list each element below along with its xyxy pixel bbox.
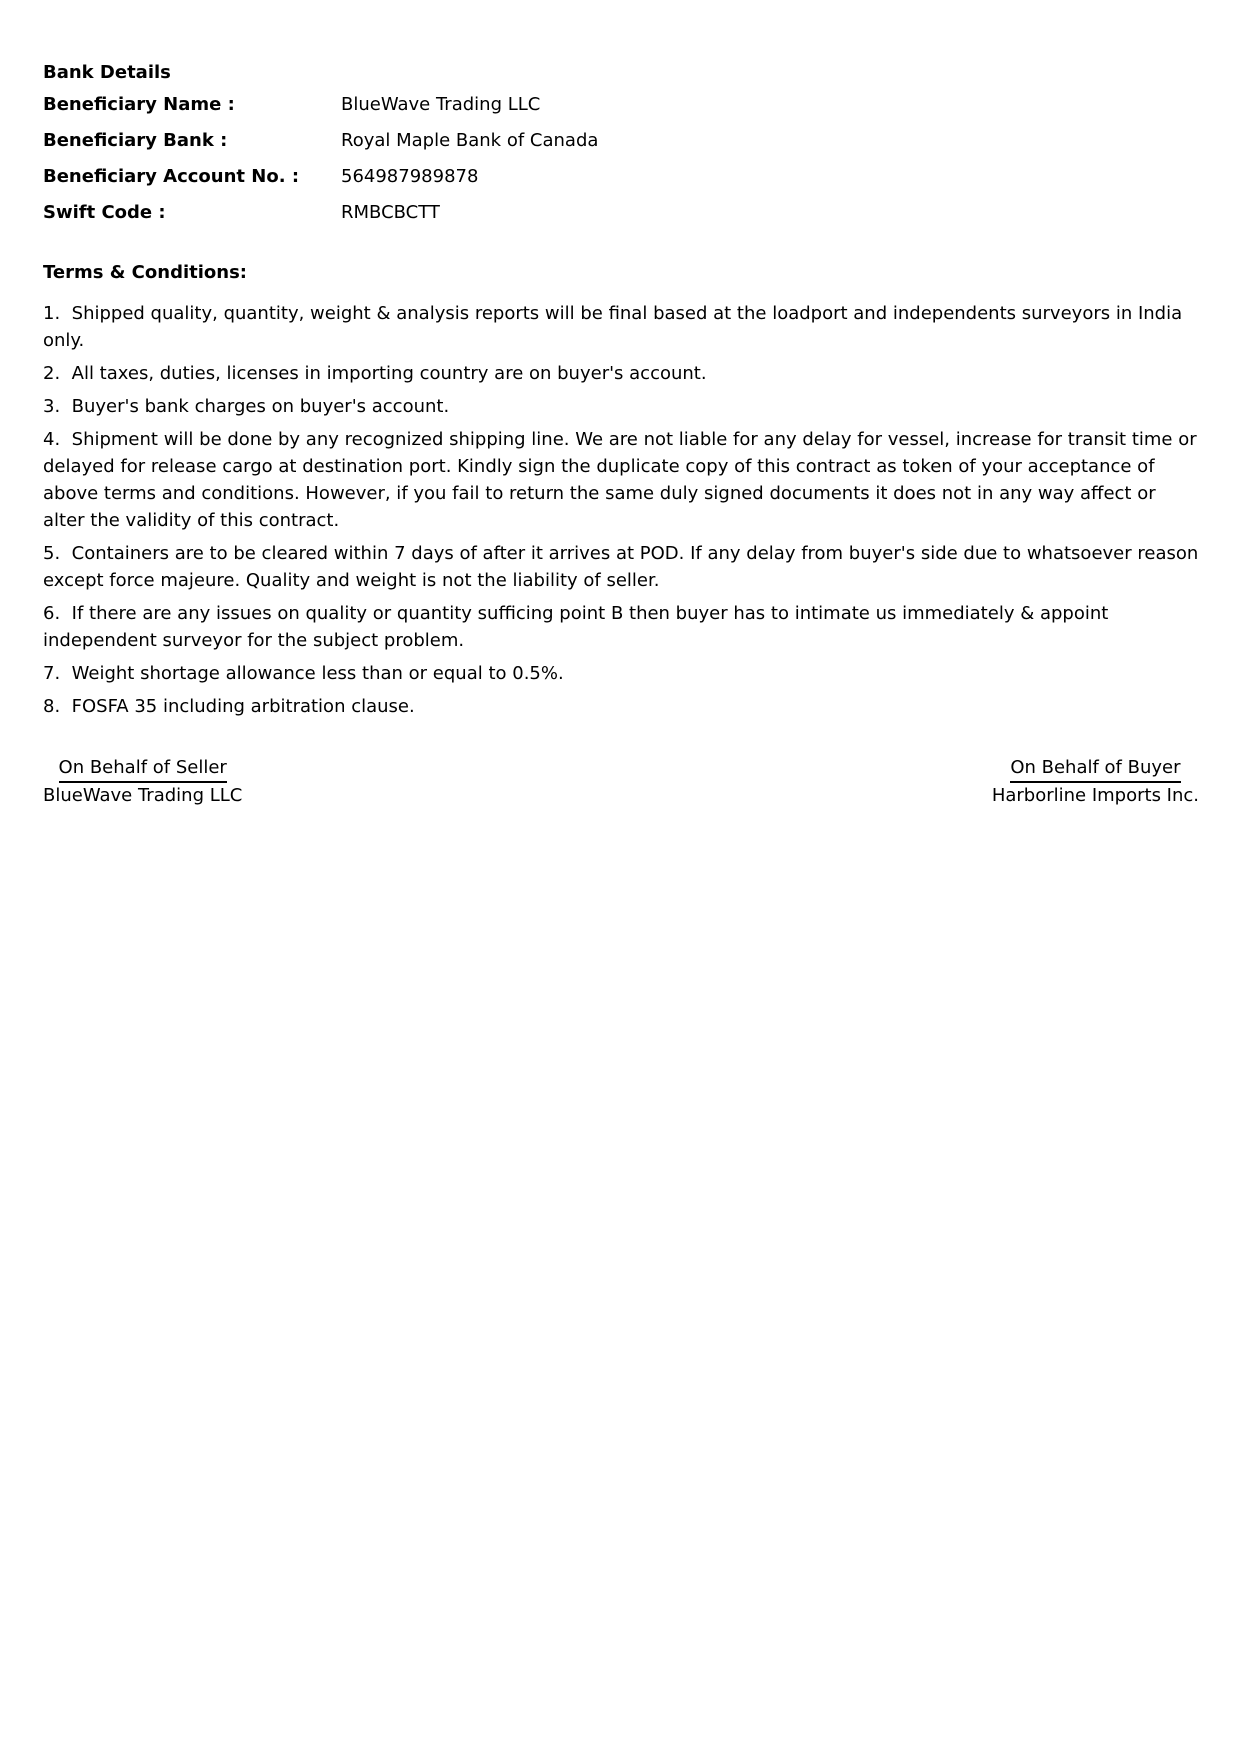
term-item-2 bbox=[43, 360, 1199, 387]
buyer-company-name: Harborline Imports Inc. bbox=[991, 785, 1199, 806]
terms-section bbox=[43, 260, 1199, 720]
term-text: All taxes, duties, licenses in importing country are on buyer's account. bbox=[71, 363, 707, 384]
term-number: 2. bbox=[43, 363, 61, 384]
bank-row-beneficiary-bank bbox=[43, 128, 1199, 154]
buyer-signature-block bbox=[992, 756, 1199, 809]
term-text: Shipped quality, quantity, weight & analysis reports will be final based at the loadport and independents surveyors in India only. bbox=[43, 303, 1183, 351]
bank-value: 564987989878 bbox=[341, 166, 479, 187]
seller-company-name: BlueWave Trading LLC bbox=[43, 785, 243, 806]
bank-value: RMBCBCTT bbox=[341, 202, 440, 223]
signature-section bbox=[43, 756, 1199, 809]
bank-label: Swift Code : bbox=[43, 202, 166, 223]
term-number: 8. bbox=[43, 696, 61, 717]
term-text: If there are any issues on quality or quantity sufficing point B then buyer has to intimate us immediately & appoint independent surveyor for the subject problem. bbox=[43, 603, 1109, 651]
bank-row-swift-code bbox=[43, 200, 1199, 226]
term-text: Containers are to be cleared within 7 days of after it arrives at POD. If any delay from buyer's side due to whatsoever reason except force majeure. Quality and weight is not the liability of seller. bbox=[43, 543, 1199, 591]
term-text: Shipment will be done by any recognized shipping line. We are not liable for any delay for vessel, increase for transit time or delayed for release cargo at destination port. Kindly sign the duplicate copy of this contract as token of your acceptance of above terms and conditions. However, if you fail to return the same duly signed documents it does not in any way affect or alter the validity of this contract. bbox=[43, 429, 1197, 531]
term-text: Weight shortage allowance less than or equal to 0.5%. bbox=[71, 663, 564, 684]
seller-signature-block bbox=[43, 756, 242, 809]
term-item-5 bbox=[43, 540, 1199, 594]
bank-label: Beneficiary Bank : bbox=[43, 130, 228, 151]
bank-row-account-number bbox=[43, 164, 1199, 190]
bank-details-title: Bank Details bbox=[43, 62, 171, 83]
term-item-6 bbox=[43, 600, 1199, 654]
term-number: 3. bbox=[43, 396, 61, 417]
bank-value: Royal Maple Bank of Canada bbox=[341, 130, 599, 151]
buyer-signature-caption: On Behalf of Buyer bbox=[1010, 756, 1180, 783]
term-text: FOSFA 35 including arbitration clause. bbox=[71, 696, 415, 717]
term-number: 1. bbox=[43, 303, 61, 324]
term-item-4 bbox=[43, 426, 1199, 534]
bank-value: BlueWave Trading LLC bbox=[341, 94, 541, 115]
terms-title: Terms & Conditions: bbox=[43, 262, 247, 283]
term-number: 7. bbox=[43, 663, 61, 684]
bank-details-section bbox=[43, 60, 1199, 226]
term-item-8 bbox=[43, 693, 1199, 720]
term-number: 6. bbox=[43, 603, 61, 624]
term-text: Buyer's bank charges on buyer's account. bbox=[71, 396, 450, 417]
bank-label: Beneficiary Account No. : bbox=[43, 166, 300, 187]
term-number: 5. bbox=[43, 543, 61, 564]
bank-label: Beneficiary Name : bbox=[43, 94, 235, 115]
bank-row-beneficiary-name bbox=[43, 92, 1199, 118]
terms-list bbox=[43, 300, 1199, 720]
term-item-3 bbox=[43, 393, 1199, 420]
seller-signature-caption: On Behalf of Seller bbox=[59, 756, 227, 783]
term-item-1 bbox=[43, 300, 1199, 354]
term-item-7 bbox=[43, 660, 1199, 687]
term-number: 4. bbox=[43, 429, 61, 450]
